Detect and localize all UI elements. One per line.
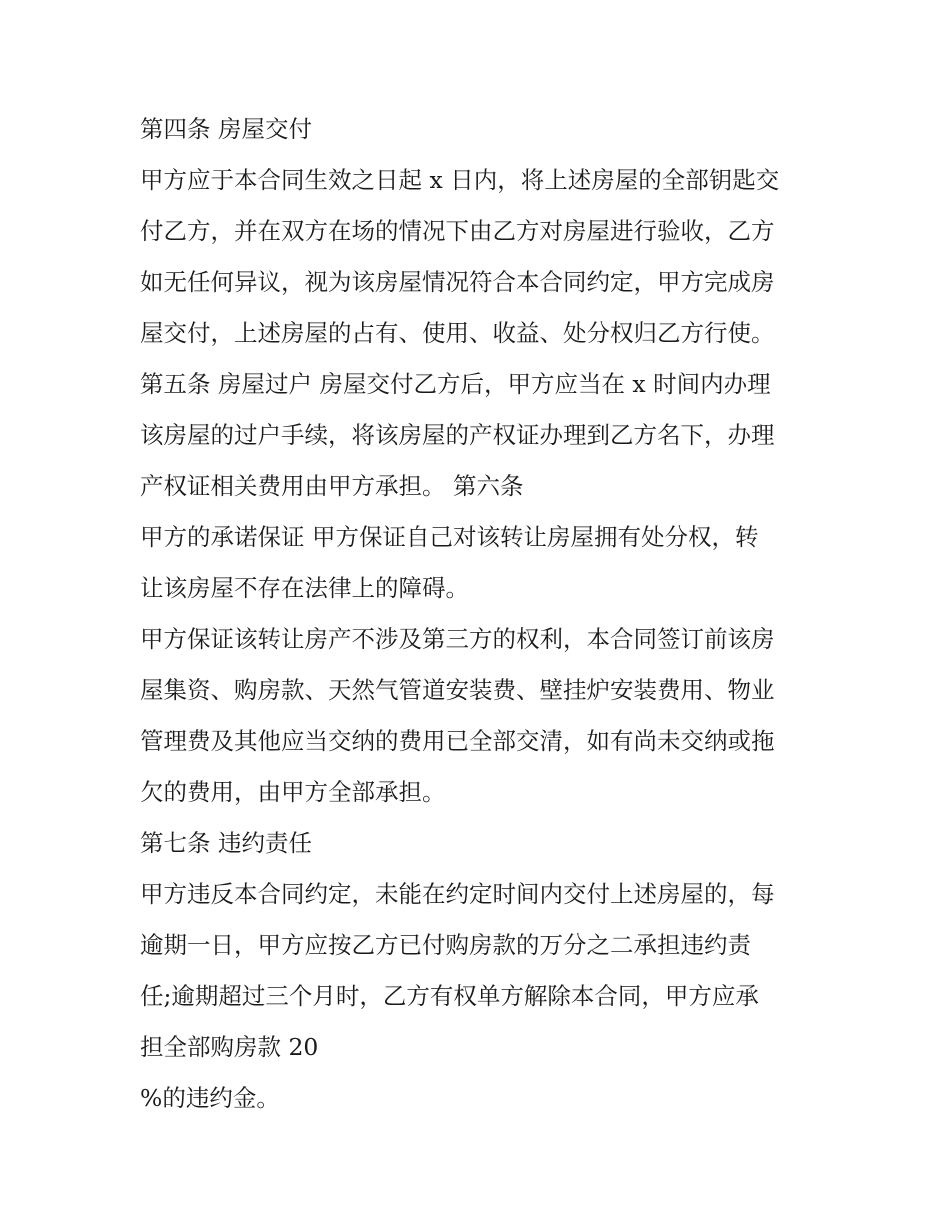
text-line: 任;逾期超过三个月时，乙方有权单方解除本合同，甲方应承: [140, 982, 759, 1010]
text-line: 产权证相关费用由甲方承担。 第六条: [140, 472, 524, 500]
document-body: [140, 104, 820, 1124]
text-line: 屋交付，上述房屋的占有、使用、收益、处分权归乙方行使。: [140, 319, 775, 347]
text-line: 甲方应于本合同生效之日起 x 日内，将上述房屋的全部钥匙交: [140, 166, 780, 194]
heading-article-5: 第五条 房屋过户 房屋交付乙方后，甲方应当在 x 时间内办理: [140, 370, 771, 398]
text-line: 甲方的承诺保证 甲方保证自己对该转让房屋拥有处分权，转: [140, 523, 759, 551]
heading-article-7: 第七条 违约责任: [140, 829, 312, 857]
text-line: 屋集资、购房款、天然气管道安装费、壁挂炉安装费用、物业: [140, 676, 775, 704]
text-line: 甲方保证该转让房产不涉及第三方的权利，本合同签订前该房: [140, 625, 775, 653]
text-line: 管理费及其他应当交纳的费用已全部交清，如有尚未交纳或拖: [140, 727, 775, 755]
text-line: 如无任何异议，视为该房屋情况符合本合同约定，甲方完成房: [140, 268, 775, 296]
text-line: 让该房屋不存在法律上的障碍。: [140, 574, 469, 602]
text-line: 付乙方，并在双方在场的情况下由乙方对房屋进行验收，乙方: [140, 217, 775, 245]
text-line: %的违约金。: [140, 1084, 280, 1112]
heading-article-4: 第四条 房屋交付: [140, 115, 312, 143]
text-line: 甲方违反本合同约定，未能在约定时间内交付上述房屋的，每: [140, 880, 775, 908]
text-line: 逾期一日，甲方应按乙方已付购房款的万分之二承担违约责: [140, 931, 751, 959]
text-line: 担全部购房款 20: [140, 1033, 319, 1061]
text-line: 该房屋的过户手续，将该房屋的产权证办理到乙方名下，办理: [140, 421, 775, 449]
text-line: 欠的费用，由甲方全部承担。: [140, 778, 446, 806]
